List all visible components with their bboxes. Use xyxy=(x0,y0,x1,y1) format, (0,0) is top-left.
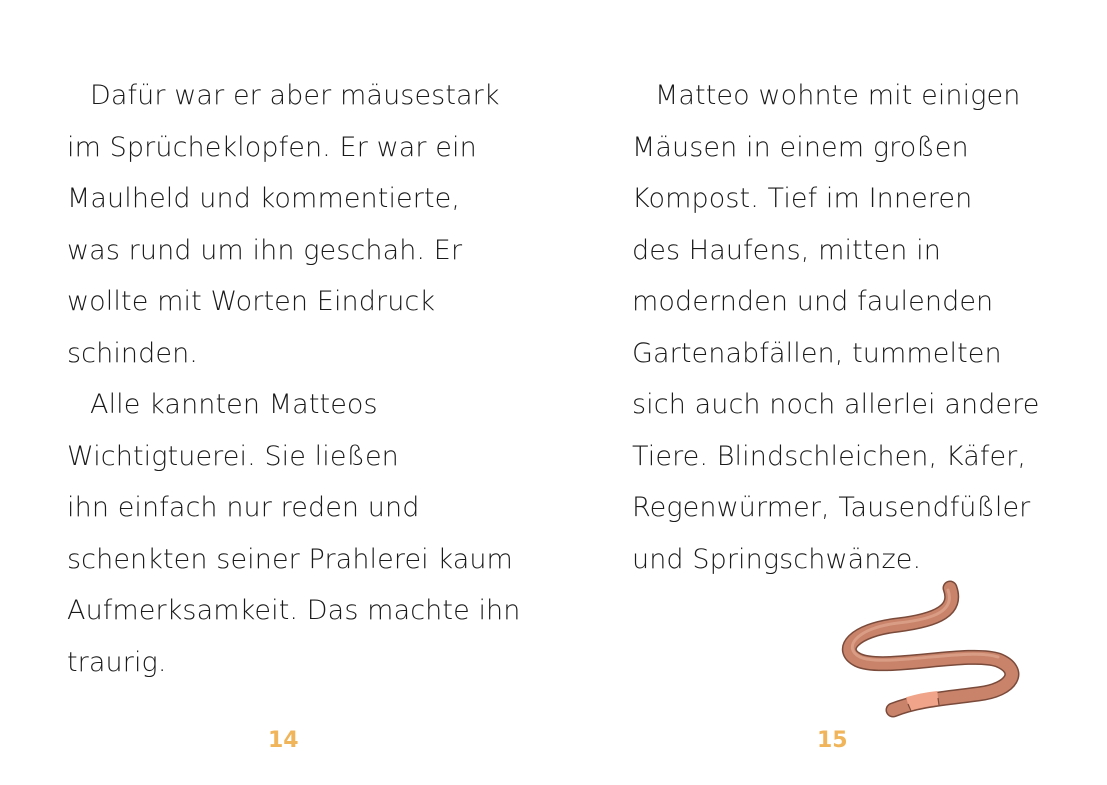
text-line: modernden und faulenden xyxy=(632,286,994,317)
earthworm-illustration xyxy=(838,580,1028,720)
text-line: Alle kannten Matteos xyxy=(90,389,378,420)
text-line: sich auch noch allerlei andere xyxy=(632,389,1040,420)
right-page-text xyxy=(632,70,1039,585)
text-line: Tiere. Blindschleichen, Käfer, xyxy=(632,440,1027,472)
text-line: Regenwürmer, Tausendfüßler xyxy=(632,492,1031,523)
left-page xyxy=(0,0,553,785)
page-number-right: 15 xyxy=(817,728,848,753)
text-line: schinden. xyxy=(67,337,198,369)
text-line: traurig. xyxy=(67,646,167,678)
text-line: Maulheld und kommentierte, xyxy=(67,183,461,214)
text-line: Mäusen in einem großen xyxy=(632,131,969,163)
text-line: im Sprücheklopfen. Er war ein xyxy=(67,131,477,163)
text-line: Dafür war er aber mäusestark xyxy=(90,80,500,111)
right-page xyxy=(553,0,1107,785)
page-number-left: 14 xyxy=(268,728,299,753)
text-line: Matteo wohnte mit einigen xyxy=(655,80,1021,111)
text-line: schenkten seiner Prahlerei kaum xyxy=(67,543,513,575)
text-line: und Springschwänze. xyxy=(632,543,922,575)
left-page-text xyxy=(67,70,520,688)
text-line: des Haufens, mitten in xyxy=(632,234,941,266)
text-line: was rund um ihn geschah. Er xyxy=(67,234,463,266)
text-line: Aufmerksamkeit. Das machte ihn xyxy=(67,595,521,626)
text-line: Gartenabfällen, tummelten xyxy=(632,337,1002,369)
text-line: Wichtigtuerei. Sie ließen xyxy=(67,440,399,472)
text-line: ihn einfach nur reden und xyxy=(67,492,420,523)
text-line: wollte mit Worten Eindruck xyxy=(67,286,436,317)
text-line: Kompost. Tief im Inneren xyxy=(632,183,973,214)
